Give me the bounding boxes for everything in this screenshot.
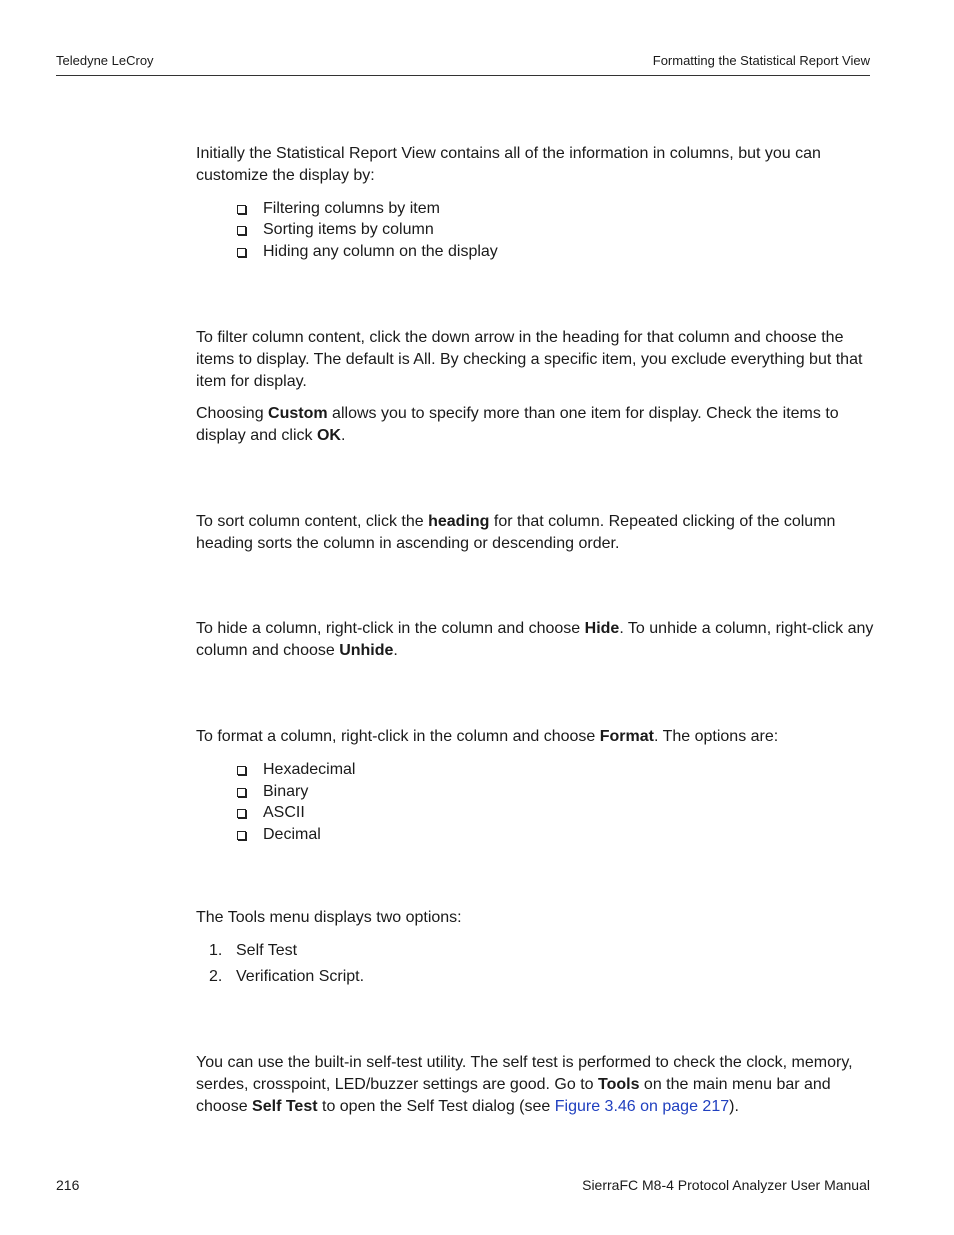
bullet-item: Hexadecimal <box>237 759 355 781</box>
format-paragraph: To format a column, right-click in the column and choose Format. The options are: <box>196 728 779 745</box>
filter-paragraph: To filter column content, click the down arrow in the heading for that column and choose the items to display. The default is All. By checking a specific item, you exclude everything but that item for display. <box>196 329 863 390</box>
bullet-item: Decimal <box>237 824 321 846</box>
sort-paragraph: To sort column content, click the heading for that column. Repeated clicking of the column heading sorts the column in ascending or descending order. <box>196 513 836 552</box>
checkbox-bullet-icon <box>237 226 246 235</box>
tools-paragraph: The Tools menu displays two options: <box>196 909 462 926</box>
numbered-item: 1. Self Test <box>209 942 298 959</box>
selftest-paragraph: You can use the built-in self-test utility. The self test is performed to check the clock, memory, serdes, crosspoint, LED/buzzer settings are good. Go to Tools on the main menu bar and choose Self Test to open the Self Test dialog (see Figure 3.46 on page 217). <box>196 1054 853 1115</box>
custom-paragraph: Choosing Custom allows you to specify more than one item for display. Check the items to display and click OK. <box>196 405 839 444</box>
running-header-company: Teledyne LeCroy <box>56 53 154 68</box>
bullet-item: ASCII <box>237 802 305 824</box>
bullet-item: Hiding any column on the display <box>237 241 498 263</box>
page-number: 216 <box>56 1177 80 1193</box>
checkbox-bullet-icon <box>237 788 246 797</box>
checkbox-bullet-icon <box>237 248 246 257</box>
hide-paragraph: To hide a column, right-click in the column and choose Hide. To unhide a column, right-click any column and choose Unhide. <box>196 620 874 659</box>
numbered-item: 2. Verification Script. <box>209 968 365 985</box>
bullet-item: Sorting items by column <box>237 219 434 241</box>
bullet-item: Binary <box>237 781 308 803</box>
checkbox-bullet-icon <box>237 205 246 214</box>
intro-paragraph: Initially the Statistical Report View contains all of the information in columns, but you can customize the display by: <box>196 145 821 184</box>
header-divider <box>56 75 870 76</box>
running-header-section: Formatting the Statistical Report View <box>652 53 870 68</box>
checkbox-bullet-icon <box>237 831 246 840</box>
checkbox-bullet-icon <box>237 809 246 818</box>
checkbox-bullet-icon <box>237 766 246 775</box>
manual-title: SierraFC M8-4 Protocol Analyzer User Manual <box>582 1177 870 1193</box>
figure-reference-link[interactable]: Figure 3.46 on page 217 <box>554 1098 730 1115</box>
bullet-item: Filtering columns by item <box>237 198 440 220</box>
